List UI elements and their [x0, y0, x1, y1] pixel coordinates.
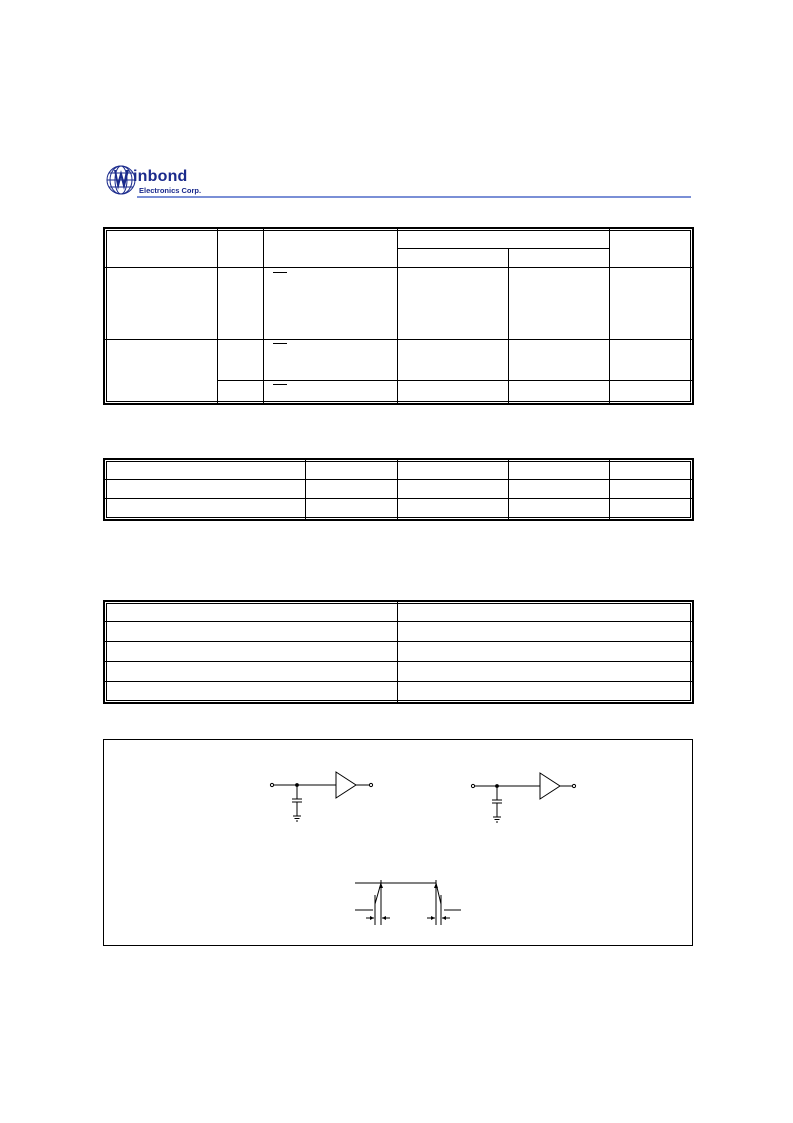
logo-subtitle: Electronics Corp.	[139, 186, 202, 195]
buffer-triangle-icon	[336, 772, 356, 798]
buffer-triangle-icon	[540, 773, 560, 799]
load-circuit-2	[471, 773, 575, 822]
load-circuit-1	[270, 772, 372, 821]
logo-wordmark: inbond	[133, 168, 188, 185]
